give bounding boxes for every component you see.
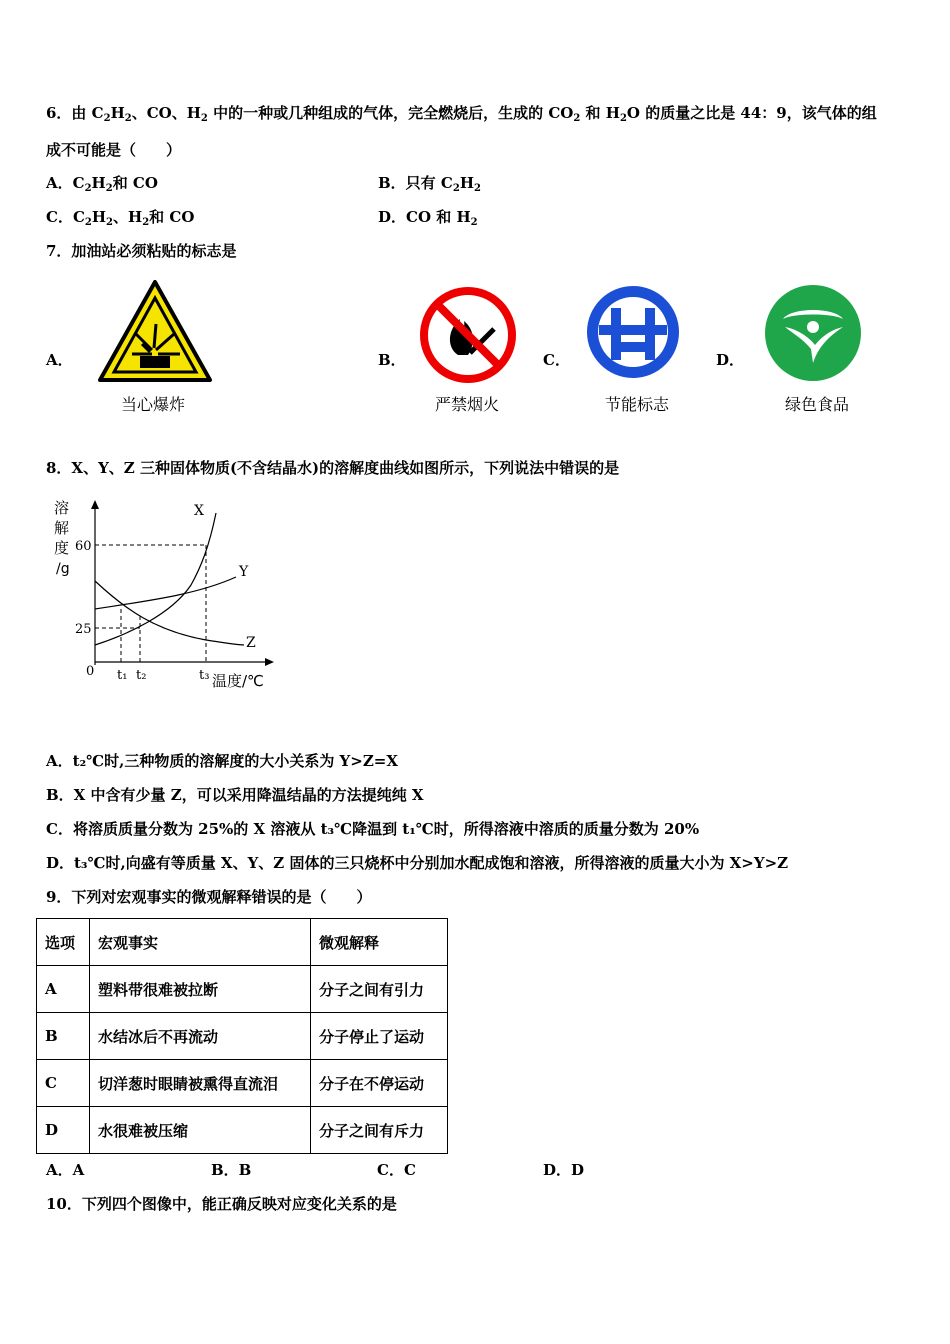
q8-option-b: B．X 中含有少量 Z，可以采用降温结晶的方法提纯纯 X <box>46 786 424 804</box>
energy-saving-icon <box>583 280 683 384</box>
cell-explanation: 分子在不停运动 <box>311 1060 448 1107</box>
header-option: 选项 <box>37 919 90 966</box>
q9-answer-a: A．A <box>46 1161 85 1179</box>
q7-option-c-letter: C． <box>543 351 570 369</box>
q7-caption-d: 绿色食品 <box>784 395 849 414</box>
cell-option: A <box>37 966 90 1013</box>
q7-option-a-letter: A． <box>46 351 73 369</box>
table-row <box>37 1107 448 1154</box>
cell-fact: 塑料带很难被拉断 <box>90 966 311 1013</box>
cell-explanation: 分子之间有斥力 <box>311 1107 448 1154</box>
y-axis-label-char-2: 解 <box>54 519 70 537</box>
q6-stem-line2: 成不可能是（ ） <box>46 141 182 159</box>
curve-z <box>95 581 244 645</box>
q10-stem: 10．下列四个图像中，能正确反映对应变化关系的是 <box>46 1195 397 1213</box>
cell-explanation: 分子停止了运动 <box>311 1013 448 1060</box>
no-fire-icon <box>418 285 518 385</box>
y-axis-label-char-4: /g <box>56 561 70 577</box>
cell-option: C <box>37 1060 90 1107</box>
table-row <box>37 1013 448 1060</box>
header-macro-fact: 宏观事实 <box>90 919 311 966</box>
curve-y <box>95 577 236 609</box>
y-tick-60: 60 <box>75 539 92 554</box>
q7-stem: 7．加油站必须粘贴的标志是 <box>46 242 237 260</box>
cell-option: D <box>37 1107 90 1154</box>
q8-stem: 8．X、Y、Z 三种固体物质(不含结晶水)的溶解度曲线如图所示，下列说法中错误的是 <box>46 459 620 477</box>
y-tick-25: 25 <box>75 622 92 637</box>
q6-option-b: B．只有 $C_2H_2$ <box>378 174 481 194</box>
table-row <box>37 966 448 1013</box>
q6-option-d: D．CO 和 $H_2$ <box>378 208 478 228</box>
table-header-row <box>37 919 448 966</box>
x-tick-t3: t₃ <box>199 668 210 683</box>
q6-option-c: C．$C_2H_2$、$H_2$和 CO <box>46 208 195 228</box>
q7-caption-b: 严禁烟火 <box>434 395 499 414</box>
cell-fact: 水结冰后不再流动 <box>90 1013 311 1060</box>
y-axis-label-char-1: 溶 <box>54 499 70 517</box>
series-label-y: Y <box>239 564 249 580</box>
y-axis-arrow <box>91 500 99 509</box>
q9-answer-d: D．D <box>543 1161 585 1179</box>
q7-option-d-letter: D． <box>716 351 745 369</box>
x-tick-t1: t₁ <box>117 668 128 683</box>
x-axis-arrow <box>265 658 274 666</box>
cell-option: B <box>37 1013 90 1060</box>
q7-option-b-letter: B． <box>378 351 406 369</box>
y-axis-label-char-3: 度 <box>54 539 70 557</box>
explosion-warning-icon <box>96 278 214 384</box>
solubility-chart <box>46 495 286 695</box>
cell-fact: 切洋葱时眼睛被熏得直流泪 <box>90 1060 311 1107</box>
x-axis-label: 温度/℃ <box>212 672 264 690</box>
q7-caption-a: 当心爆炸 <box>120 395 185 414</box>
q6-stem-line1: 6．由 $C_2H_2$、CO、$H_2$ 中的一种或几种组成的气体，完全燃烧后，生成的 $CO_2$ 和 $H_2O$ 的质量之比是 44：9，该气体的组 <box>46 104 877 124</box>
q9-answer-b: B．B <box>211 1161 252 1179</box>
origin-label: 0 <box>86 664 95 679</box>
curve-x <box>95 513 216 645</box>
green-food-icon <box>761 283 865 383</box>
q9-stem: 9．下列对宏观事实的微观解释错误的是（ ） <box>46 888 372 906</box>
q7-caption-c: 节能标志 <box>604 395 669 414</box>
q9-table <box>36 918 448 1154</box>
cell-fact: 水很难被压缩 <box>90 1107 311 1154</box>
q8-option-d: D．t₃℃时,向盛有等质量 X、Y、Z 固体的三只烧杯中分别加水配成饱和溶液，所得溶液的质量大小为 X>Y>Z <box>46 854 789 872</box>
q6-option-a: A．$C_2H_2$和 CO <box>46 174 158 194</box>
series-label-x: X <box>194 503 204 519</box>
cell-explanation: 分子之间有引力 <box>311 966 448 1013</box>
table-row <box>37 1060 448 1107</box>
q8-option-c: C．将溶质质量分数为 25%的 X 溶液从 t₃℃降温到 t₁℃时，所得溶液中溶质的质量分数为 20% <box>46 820 700 838</box>
header-micro-explanation: 微观解释 <box>311 919 448 966</box>
series-label-z: Z <box>246 635 256 651</box>
q9-answer-c: C．C <box>377 1161 416 1179</box>
q8-option-a: A．t₂℃时,三种物质的溶解度的大小关系为 Y>Z=X <box>46 752 398 770</box>
x-tick-t2: t₂ <box>136 668 147 683</box>
